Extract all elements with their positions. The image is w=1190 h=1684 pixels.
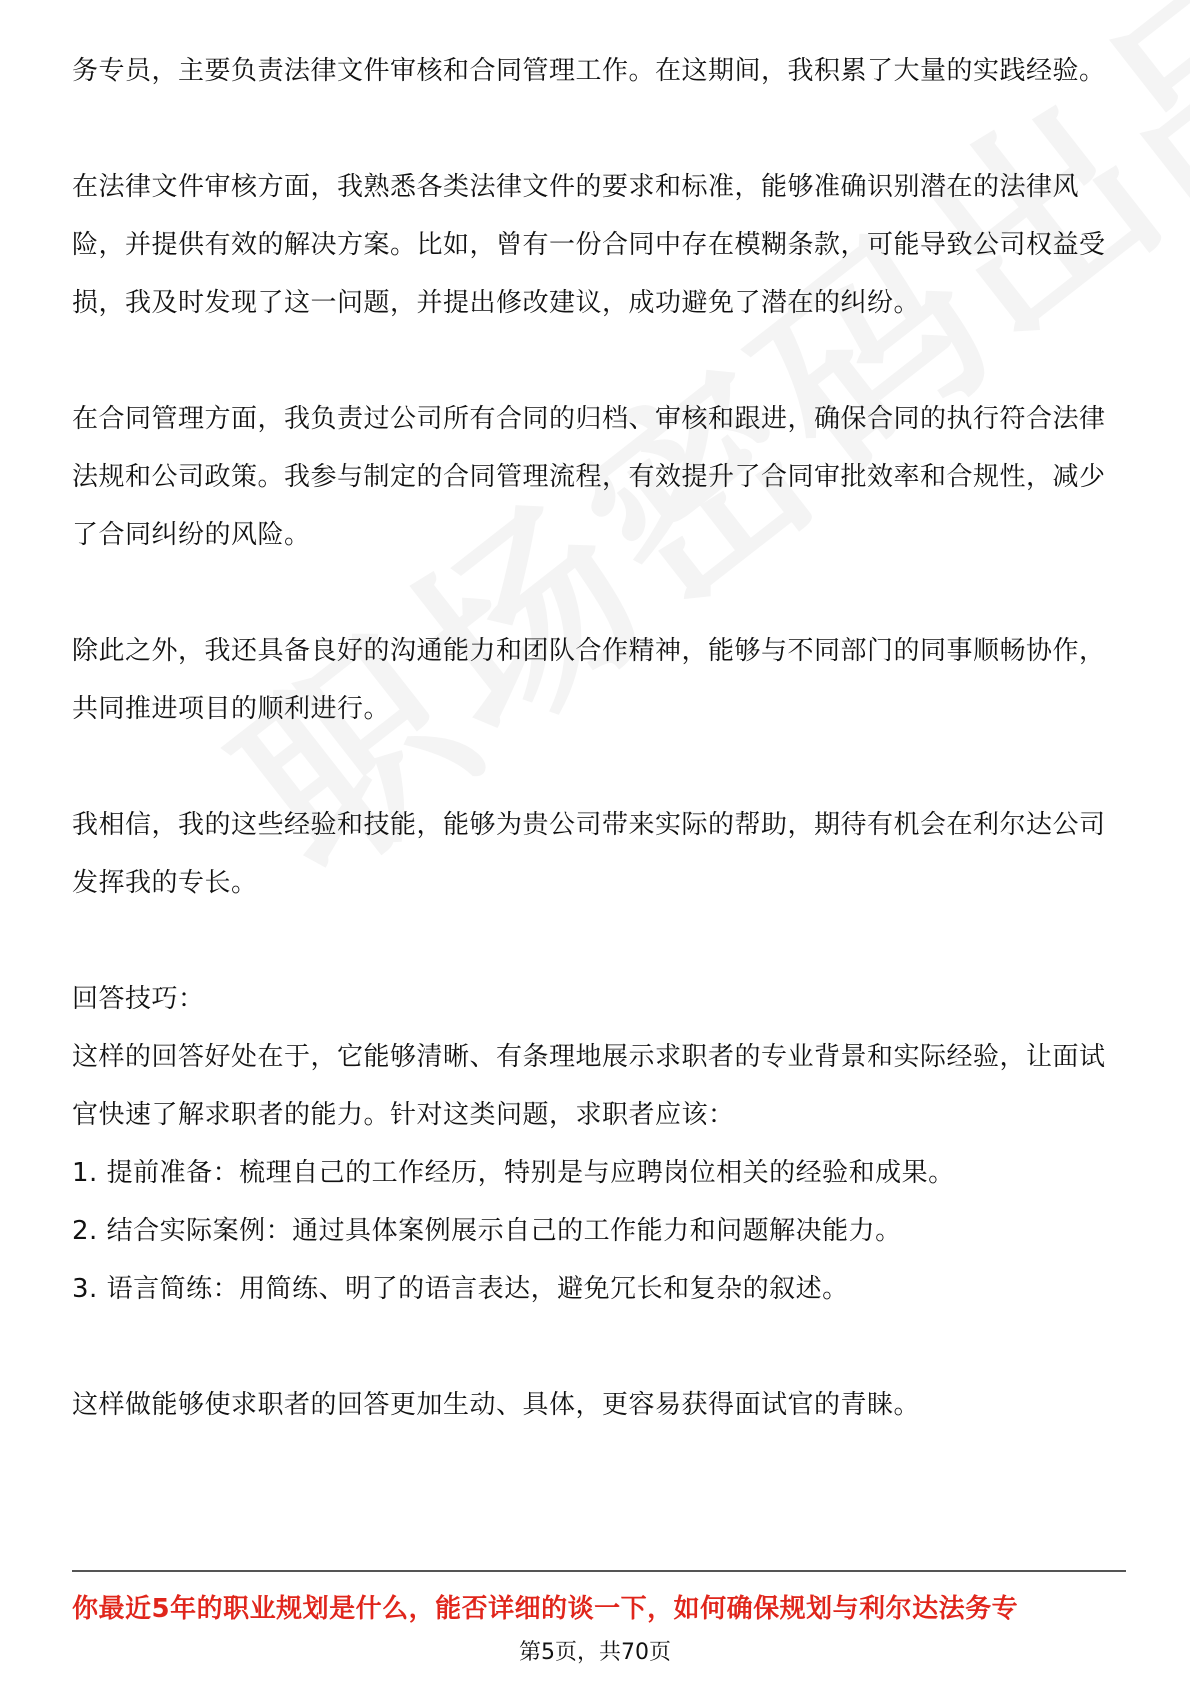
tips-intro: 这样的回答好处在于，它能够清晰、有条理地展示求职者的专业背景和实际经验，让面试官快速了解求职者的能力。针对这类问题，求职者应该： bbox=[72, 1042, 1106, 1130]
answer-paragraph-4: 除此之外，我还具备良好的沟通能力和团队合作精神，能够与不同部门的同事顺畅协作，共同推进项目的顺利进行。 bbox=[72, 636, 1106, 724]
answer-paragraph-5: 我相信，我的这些经验和技能，能够为贵公司带来实际的帮助，期待有机会在利尔达公司发挥我的专长。 bbox=[72, 810, 1106, 898]
answer-paragraph-2: 在法律文件审核方面，我熟悉各类法律文件的要求和标准，能够准确识别潜在的法律风险，并提供有效的解决方案。比如，曾有一份合同中存在模糊条款，可能导致公司权益受损，我及时发现了这一问题，并提出修改建议，成功避免了潜在的纠纷。 bbox=[72, 172, 1106, 318]
tips-heading: 回答技巧： bbox=[72, 984, 205, 1014]
tip-item-2: 2. 结合实际案例：通过具体案例展示自己的工作能力和问题解决能力。 bbox=[72, 1216, 902, 1246]
answer-paragraph-1: 务专员，主要负责法律文件审核和合同管理工作。在这期间，我积累了大量的实践经验。 bbox=[72, 56, 1106, 86]
page-number: 第5页，共70页 bbox=[519, 1640, 671, 1665]
next-question-heading: 你最近5年的职业规划是什么，能否详细的谈一下，如何确保规划与利尔达法务专 bbox=[72, 1594, 1019, 1624]
section-divider bbox=[72, 1570, 1126, 1572]
answer-paragraph-3: 在合同管理方面，我负责过公司所有合同的归档、审核和跟进，确保合同的执行符合法律法规和公司政策。我参与制定的合同管理流程，有效提升了合同审批效率和合规性，减少了合同纠纷的风险。 bbox=[72, 404, 1106, 550]
tip-item-1: 1. 提前准备：梳理自己的工作经历，特别是与应聘岗位相关的经验和成果。 bbox=[72, 1158, 955, 1188]
page-body bbox=[72, 42, 1122, 1434]
tip-item-3: 3. 语言简练：用简练、明了的语言表达，避免冗长和复杂的叙述。 bbox=[72, 1274, 849, 1304]
closing-paragraph: 这样做能够使求职者的回答更加生动、具体，更容易获得面试官的青睐。 bbox=[72, 1390, 921, 1420]
